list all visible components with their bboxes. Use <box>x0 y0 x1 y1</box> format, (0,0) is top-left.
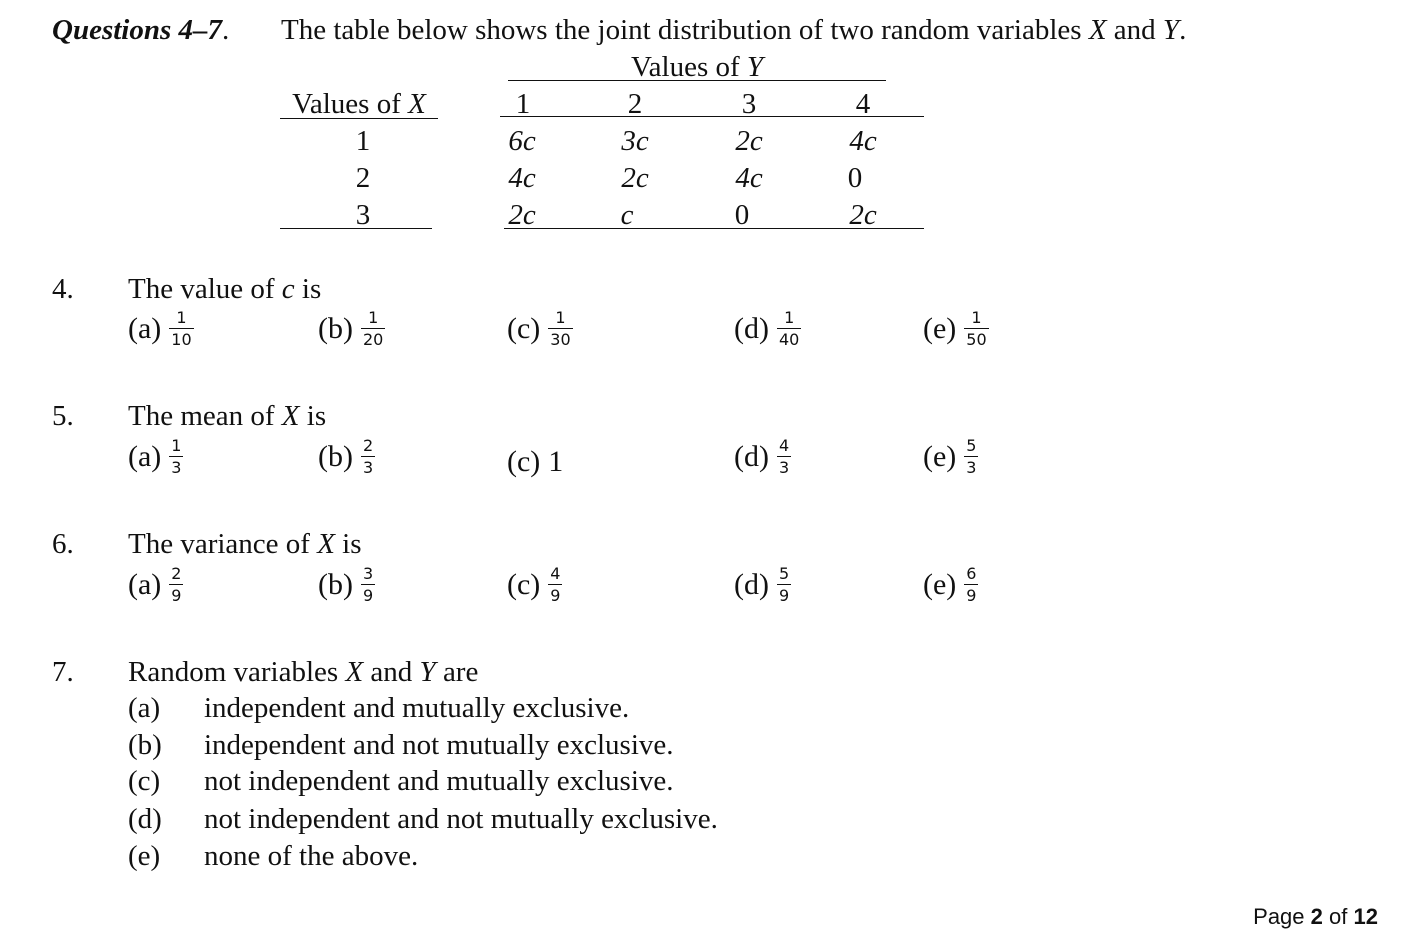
cell-r3-c2: c <box>620 199 634 231</box>
q4-stem: The value of c is <box>128 273 322 305</box>
q6-option-b-fraction: $\frac{3}{9}$ <box>362 564 374 605</box>
q5-option-d[interactable]: (d) $\frac{4}{3}$ <box>734 436 790 477</box>
page-indicator: Page 2 of 12 <box>1253 904 1378 929</box>
y-value-1: 1 <box>515 88 531 120</box>
cell-r1-c1: 6c <box>508 125 536 157</box>
q4-option-d-fraction: $\frac{1}{40}$ <box>778 308 800 349</box>
q4-option-b[interactable]: (b) $\frac{1}{20}$ <box>318 308 384 349</box>
cell-r3-c4: 2c <box>849 199 877 231</box>
cell-r2-c4: 0 <box>847 162 863 194</box>
cell-r1-c4: 4c <box>849 125 877 157</box>
q5-option-a[interactable]: (a) $\frac{1}{3}$ <box>128 436 182 477</box>
x-value-1: 1 <box>355 125 371 157</box>
q5-option-c-value: 1 <box>548 445 564 478</box>
q4-option-e-fraction: $\frac{1}{50}$ <box>966 308 987 349</box>
y-header-rule <box>508 80 886 81</box>
cell-r3-c3: 0 <box>734 199 750 231</box>
q4-option-b-fraction: $\frac{1}{20}$ <box>362 308 384 349</box>
q7-stem: Random variables X and Y are <box>128 656 479 688</box>
q7-choice-d[interactable]: (d) not independent and not mutually exclusive. <box>128 803 718 835</box>
x-value-3: 3 <box>355 199 371 231</box>
q6-stem: The variance of X is <box>128 528 362 560</box>
q6-option-a[interactable]: (a) $\frac{2}{9}$ <box>128 564 182 605</box>
q5-option-b-fraction: $\frac{2}{3}$ <box>362 436 374 477</box>
q6-option-e[interactable]: (e) $\frac{6}{9}$ <box>923 564 977 605</box>
x-header-rule <box>280 118 438 119</box>
q7-choice-b[interactable]: (b) independent and not mutually exclusive. <box>128 729 674 761</box>
q5-option-e[interactable]: (e) $\frac{5}{3}$ <box>923 436 977 477</box>
y-values-rule <box>500 116 924 117</box>
cell-r1-c2: 3c <box>621 125 649 157</box>
q7-number: 7. <box>52 656 74 688</box>
q6-option-c-fraction: $\frac{4}{9}$ <box>550 564 561 605</box>
q7-choice-c[interactable]: (c) not independent and mutually exclusive. <box>128 765 674 797</box>
q6-option-a-fraction: $\frac{2}{9}$ <box>171 564 182 605</box>
q7-choice-e[interactable]: (e) none of the above. <box>128 840 419 872</box>
q6-number: 6. <box>52 528 74 560</box>
y-value-4: 4 <box>855 88 871 120</box>
questions-header: Questions 4–7. <box>52 14 230 46</box>
q5-option-b[interactable]: (b) $\frac{2}{3}$ <box>318 436 374 477</box>
q6-option-c[interactable]: (c) $\frac{4}{9}$ <box>507 564 561 605</box>
q4-option-c[interactable]: (c) $\frac{1}{30}$ <box>507 308 571 349</box>
questions-label: Questions 4–7 <box>52 14 223 46</box>
cell-r2-c2: 2c <box>621 162 649 194</box>
y-value-3: 3 <box>741 88 757 120</box>
cell-r2-c3: 4c <box>735 162 763 194</box>
q4-option-a-fraction: $\frac{1}{10}$ <box>171 308 192 349</box>
q6-option-d-fraction: $\frac{5}{9}$ <box>778 564 790 605</box>
q5-number: 5. <box>52 400 74 432</box>
q4-option-e[interactable]: (e) $\frac{1}{50}$ <box>923 308 987 349</box>
q5-stem: The mean of X is <box>128 400 327 432</box>
y-value-2: 2 <box>627 88 643 120</box>
q4-option-c-fraction: $\frac{1}{30}$ <box>550 308 571 349</box>
x-value-2: 2 <box>355 162 371 194</box>
q4-number: 4. <box>52 273 74 305</box>
q6-option-e-fraction: $\frac{6}{9}$ <box>966 564 977 605</box>
q6-option-b[interactable]: (b) $\frac{3}{9}$ <box>318 564 374 605</box>
intro-text: The table below shows the joint distribution of two random variables X and Y. <box>281 14 1187 46</box>
x-header: Values of X <box>292 88 426 120</box>
cell-r1-c3: 2c <box>735 125 763 157</box>
cell-r2-c1: 4c <box>508 162 536 194</box>
q4-option-a[interactable]: (a) $\frac{1}{10}$ <box>128 308 192 349</box>
x-values-bottom-rule <box>280 228 432 229</box>
q5-option-d-fraction: $\frac{4}{3}$ <box>778 436 790 477</box>
table-bottom-rule <box>504 228 924 229</box>
q4-option-d[interactable]: (d) $\frac{1}{40}$ <box>734 308 800 349</box>
q5-option-c[interactable]: (c) 1 <box>507 445 564 478</box>
q5-option-e-fraction: $\frac{5}{3}$ <box>966 436 977 477</box>
q7-choice-a[interactable]: (a) independent and mutually exclusive. <box>128 692 630 724</box>
cell-r3-c1: 2c <box>508 199 536 231</box>
y-header: Values of Y <box>630 51 764 83</box>
q6-option-d[interactable]: (d) $\frac{5}{9}$ <box>734 564 790 605</box>
q5-option-a-fraction: $\frac{1}{3}$ <box>171 436 182 477</box>
